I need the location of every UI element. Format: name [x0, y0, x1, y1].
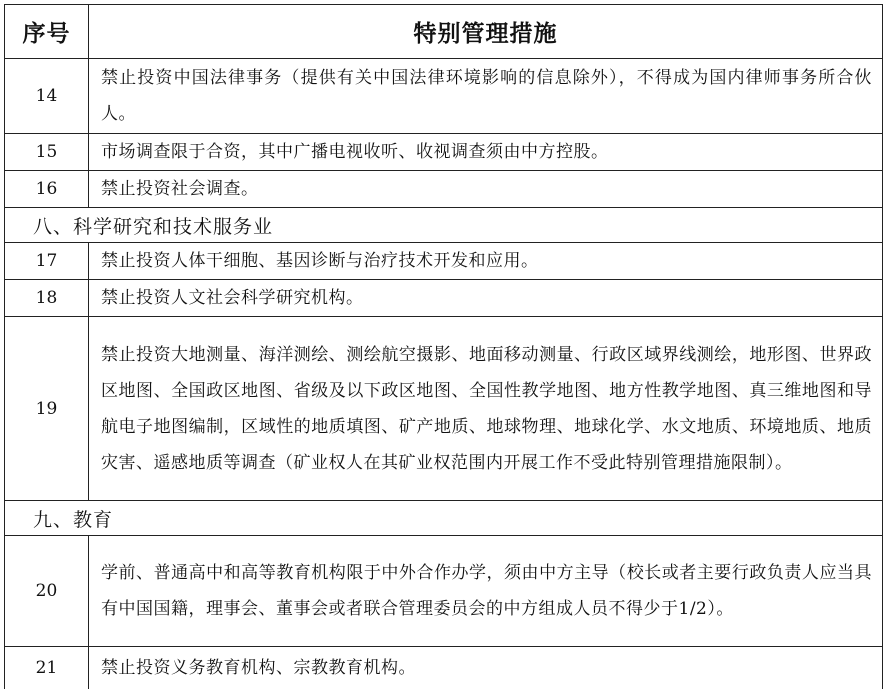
measure-text: 禁止投资中国法律事务（提供有关中国法律环境影响的信息除外），不得成为国内律师事务所合伙人。: [89, 59, 883, 134]
measure-text: 禁止投资人文社会科学研究机构。: [89, 280, 883, 317]
table-row: [5, 536, 883, 647]
measure-text: 禁止投资人体干细胞、基因诊断与治疗技术开发和应用。: [89, 243, 883, 280]
row-number: 19: [5, 317, 89, 501]
table-row: [5, 171, 883, 208]
row-number: 21: [5, 647, 89, 689]
measure-text: 禁止投资义务教育机构、宗教教育机构。: [89, 647, 883, 689]
table-row: [5, 134, 883, 171]
table-row: [5, 317, 883, 501]
row-number: 20: [5, 536, 89, 647]
table-row: [5, 59, 883, 134]
measure-text: 禁止投资大地测量、海洋测绘、测绘航空摄影、地面移动测量、行政区域界线测绘，地形图、世界政区地图、全国政区地图、省级及以下政区地图、全国性教学地图、地方性教学地图、真三维地图和导航电子地图编制，区域性的地质填图、矿产地质、地球物理、地球化学、水文地质、环境地质、地质灾害、遥感地质等调查（矿业权人在其矿业权范围内开展工作不受此特别管理措施限制）。: [89, 317, 883, 501]
measure-text: 禁止投资社会调查。: [89, 171, 883, 208]
measure-text: 学前、普通高中和高等教育机构限于中外合作办学，须由中方主导（校长或者主要行政负责人应当具有中国国籍，理事会、董事会或者联合管理委员会的中方组成人员不得少于1/2）。: [89, 536, 883, 647]
row-number: 16: [5, 171, 89, 208]
row-number: 17: [5, 243, 89, 280]
row-number: 14: [5, 59, 89, 134]
section-row: [5, 501, 883, 536]
measure-text: 市场调查限于合资，其中广播电视收听、收视调查须由中方控股。: [89, 134, 883, 171]
section-heading: 九、教育: [5, 501, 883, 536]
table-row: [5, 280, 883, 317]
row-number: 18: [5, 280, 89, 317]
section-row: [5, 208, 883, 243]
special-measures-table: [4, 4, 883, 689]
row-number: 15: [5, 134, 89, 171]
header-number: 序号: [5, 5, 89, 59]
header-row: [5, 5, 883, 59]
header-measure: 特别管理措施: [89, 5, 883, 59]
table-row: [5, 647, 883, 689]
section-heading: 八、科学研究和技术服务业: [5, 208, 883, 243]
table-row: [5, 243, 883, 280]
